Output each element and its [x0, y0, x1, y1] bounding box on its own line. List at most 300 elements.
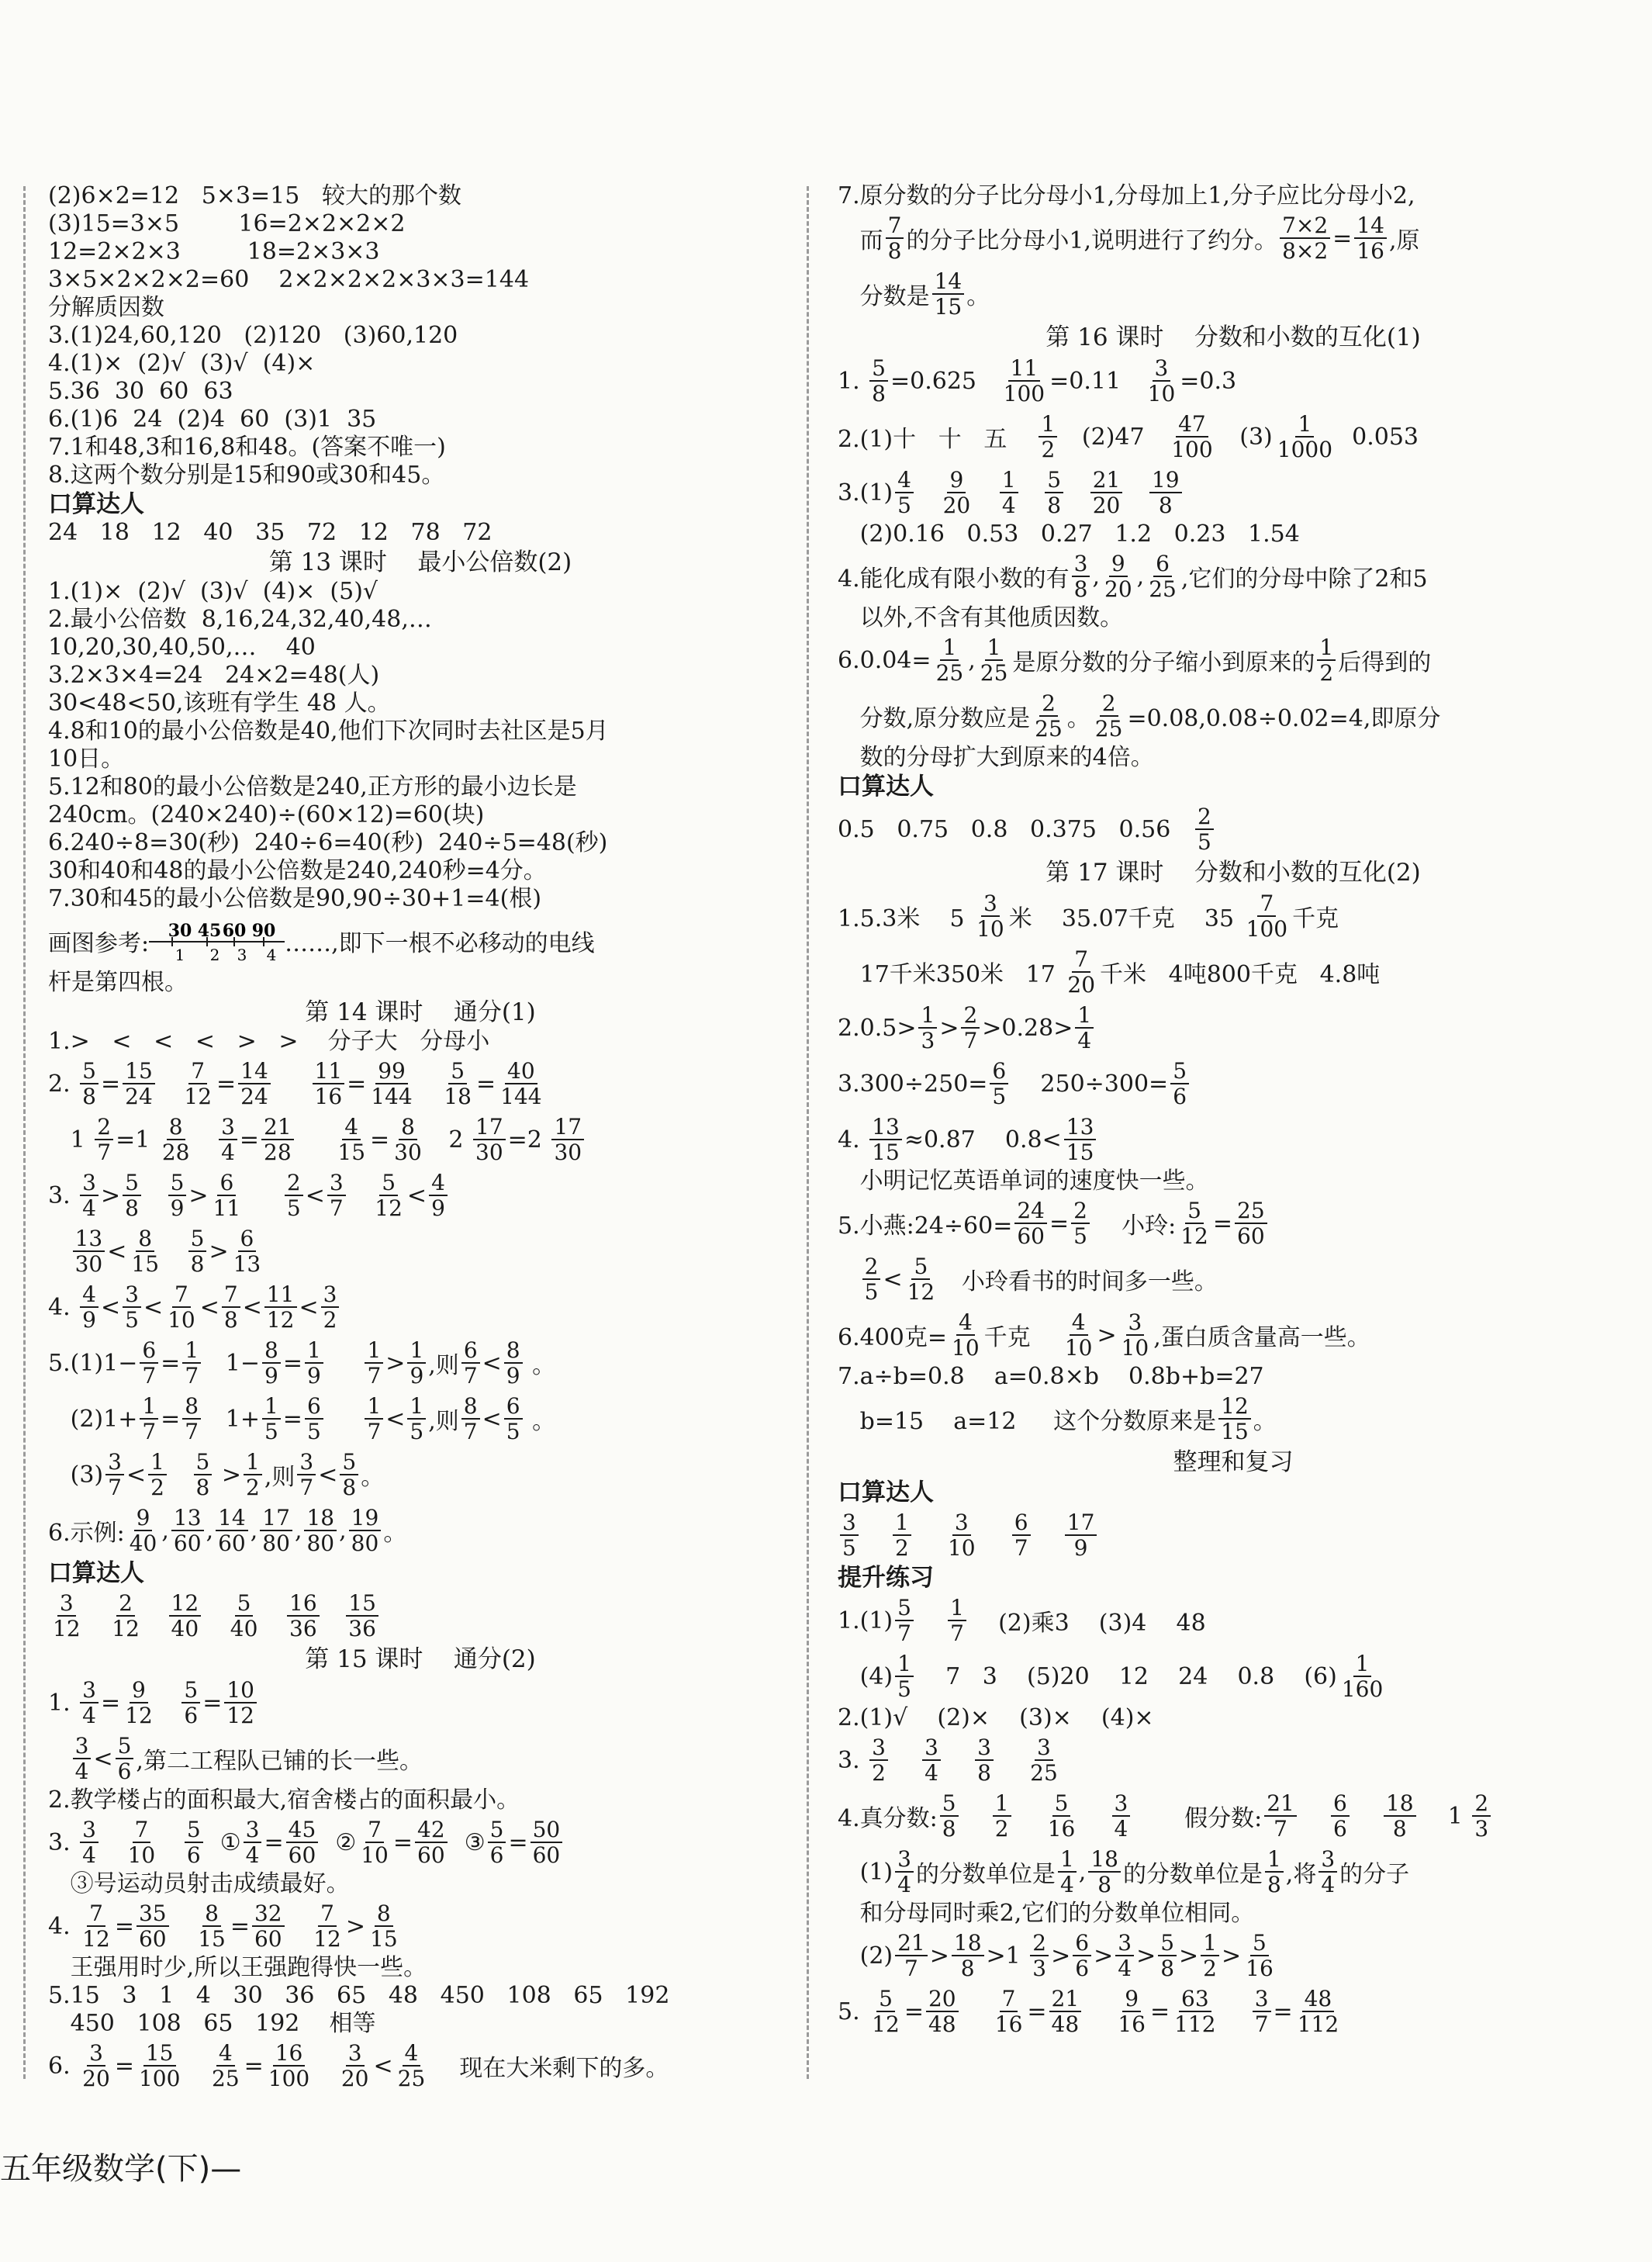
text-segment: (3)	[1217, 423, 1273, 451]
text-segment	[348, 1182, 371, 1209]
text-segment: ,	[250, 1517, 258, 1544]
fraction-numerator: 40	[505, 1059, 537, 1084]
fraction	[1028, 1735, 1060, 1785]
fraction	[948, 1596, 966, 1645]
text-segment: ,蛋白质含量高一些。	[1153, 1324, 1370, 1351]
left-answer-line: 10,20,30,40,50,… 40	[48, 634, 316, 661]
fraction	[231, 1226, 264, 1276]
fraction-numerator: 63	[1179, 1987, 1211, 2012]
fraction	[1072, 552, 1090, 601]
text-segment: <	[373, 2052, 393, 2080]
fraction-denominator: 112	[1297, 2011, 1339, 2037]
fraction-numerator: 3	[1153, 356, 1171, 382]
fraction-numerator: 14	[1354, 213, 1387, 239]
fraction	[1039, 412, 1057, 462]
fraction	[185, 1818, 203, 1867]
section-label: 口算达人	[48, 1559, 144, 1587]
fraction-numerator: 15	[143, 2041, 176, 2067]
fraction	[365, 1394, 383, 1444]
fraction	[1317, 635, 1336, 685]
left-answer-line: 5.12和80的最小公倍数是240,正方形的最小边长是	[48, 773, 577, 801]
text-segment	[975, 479, 997, 507]
fraction-denominator: 60	[1237, 1223, 1265, 1249]
right-math-line	[838, 266, 1629, 322]
fraction-numerator: 6	[238, 1226, 257, 1252]
center-dashed-divider	[807, 186, 809, 2079]
fraction-denominator: 80	[262, 1530, 290, 1556]
text-segment: 1−	[203, 1349, 260, 1377]
text-segment	[326, 1406, 363, 1433]
text-segment: 0.5 0.75 0.8 0.375 0.56	[838, 815, 1193, 843]
fraction-numerator: 10	[224, 1678, 257, 1703]
text-segment	[164, 1238, 186, 1265]
left-answer-line: 6.(1)6 24 (2)4 60 (3)1 35	[48, 406, 377, 433]
pole-distance-label: 30	[168, 921, 192, 941]
text-segment	[296, 1126, 334, 1153]
fraction-numerator: 1	[244, 1450, 262, 1475]
text-segment: =	[114, 2052, 134, 2080]
text-segment: 6.400克=	[838, 1324, 948, 1351]
fraction	[551, 1115, 584, 1164]
text-segment: ,第二工程队已铺的长一些。	[136, 1748, 423, 1775]
fraction	[1063, 1310, 1095, 1360]
fraction-denominator: 10	[952, 1335, 980, 1361]
fraction-denominator: 6	[1173, 1084, 1187, 1109]
fraction-numerator: 5	[1158, 1931, 1177, 1956]
fraction-denominator: 7	[950, 1620, 964, 1646]
fraction-denominator: 10	[168, 1307, 195, 1333]
right-math-line	[838, 1732, 1629, 1788]
fraction-denominator: 24	[240, 1084, 268, 1109]
fraction	[140, 1338, 158, 1388]
fraction-denominator: 8	[1097, 1872, 1112, 1897]
fraction-denominator: 8	[195, 1475, 210, 1500]
right-math-line	[838, 1507, 1629, 1563]
text-segment: =	[508, 1828, 528, 1856]
text-segment	[961, 1803, 990, 1830]
fraction	[80, 1818, 98, 1867]
fraction-numerator: 14	[932, 269, 965, 295]
fraction	[137, 2041, 182, 2091]
fraction-denominator: 4	[1059, 1872, 1074, 1897]
fraction-numerator: 1	[993, 1791, 1011, 1817]
fraction-denominator: 4	[74, 1759, 89, 1784]
fraction-denominator: 10	[127, 1842, 156, 1868]
fraction-denominator: 4	[924, 1760, 938, 1786]
text-segment: 。	[361, 1464, 385, 1491]
fraction	[1075, 1003, 1094, 1053]
fraction	[1071, 1198, 1090, 1248]
fraction	[1169, 412, 1215, 462]
fraction-denominator: 80	[351, 1530, 379, 1556]
left-math-line	[48, 1223, 793, 1279]
fraction	[349, 1506, 382, 1555]
left-answer-line: 10日。	[48, 745, 125, 773]
fraction-numerator: 5	[116, 1734, 134, 1759]
text-segment: <	[305, 1181, 325, 1209]
fraction-denominator: 100	[1003, 381, 1045, 406]
fraction	[1093, 691, 1125, 741]
fraction	[895, 468, 914, 517]
fraction-numerator: 99	[375, 1059, 408, 1084]
fraction	[262, 1338, 281, 1388]
fraction	[1065, 947, 1097, 997]
text-segment: =0.11	[1049, 367, 1143, 395]
fraction-numerator: 1	[918, 1003, 937, 1029]
fraction-denominator: 20	[340, 2066, 369, 2091]
fraction	[365, 1338, 383, 1388]
text-segment: 2.(1)十 十 五	[838, 426, 1037, 453]
fraction-denominator: 20	[1104, 576, 1132, 602]
fraction-numerator: 15	[123, 1059, 155, 1084]
left-answer-line: 7.1和48,3和16,8和48。(答案不唯一)	[48, 434, 446, 461]
fraction	[260, 1506, 292, 1555]
text-segment: >	[385, 1349, 406, 1377]
text-segment: <	[299, 1293, 319, 1321]
fraction	[869, 356, 888, 406]
right-math-line	[838, 688, 1629, 744]
fraction-denominator: 15	[370, 1926, 398, 1952]
fraction-denominator: 16	[1357, 238, 1384, 264]
text-segment	[1299, 1803, 1329, 1830]
text-segment: =	[347, 1070, 367, 1098]
fraction-denominator: 15	[337, 1140, 366, 1165]
text-segment: >	[1051, 1942, 1071, 1970]
text-segment: 假分数:	[1132, 1805, 1263, 1832]
text-segment: >	[1097, 1321, 1117, 1349]
fraction	[1001, 356, 1047, 406]
left-math-line	[48, 2038, 793, 2094]
fraction-denominator: 4	[82, 1195, 96, 1221]
right-math-line	[838, 1648, 1629, 1704]
fraction	[407, 1394, 426, 1444]
text-segment: >1	[986, 1942, 1028, 1970]
fraction-numerator: 32	[252, 1901, 285, 1927]
fraction	[238, 1059, 271, 1109]
fraction-denominator: 60	[173, 1530, 202, 1556]
left-answer-line: 3×5×2×2×2=60 2×2×2×2×3×3=144	[48, 266, 530, 293]
fraction	[407, 1338, 426, 1388]
fraction	[264, 1282, 297, 1332]
fraction	[105, 1450, 124, 1499]
fraction-denominator: 8	[1158, 493, 1173, 518]
right-math-line	[838, 465, 1629, 521]
fraction-numerator: 8	[136, 1226, 154, 1252]
fraction-denominator: 10	[976, 916, 1004, 942]
text-segment: >	[214, 1461, 242, 1489]
left-answer-line: (2)6×2=12 5×3=15 较大的那个数	[48, 182, 461, 209]
right-math-line	[838, 1112, 1629, 1167]
fraction-denominator: 7	[299, 1475, 314, 1500]
text-segment	[314, 2053, 337, 2080]
fraction-numerator: 5	[1170, 1059, 1189, 1084]
section-label: 口算达人	[838, 1479, 934, 1506]
fraction-numerator: 15	[346, 1591, 378, 1617]
fraction-denominator: 12	[313, 1926, 341, 1952]
text-segment: >	[188, 1181, 209, 1209]
fraction-denominator: 15	[131, 1251, 160, 1277]
text-segment	[185, 2053, 207, 2080]
fraction	[80, 1901, 112, 1951]
left-math-line	[48, 1056, 793, 1112]
fraction-numerator: 2	[1039, 691, 1058, 717]
fraction	[1218, 1394, 1251, 1444]
right-math-line	[838, 1593, 1629, 1648]
fraction-denominator: 12	[53, 1616, 81, 1641]
fraction	[211, 1171, 244, 1220]
fraction-denominator: 12	[1180, 1223, 1208, 1249]
fraction	[181, 1678, 200, 1728]
fraction-denominator: 16	[1246, 1956, 1274, 1981]
fraction-denominator: 48	[928, 2011, 956, 2037]
fraction	[1102, 552, 1135, 601]
fraction-numerator: 2	[862, 1254, 881, 1280]
left-answer-line: 450 108 65 192 相等	[48, 2010, 376, 2037]
fraction-numerator: 2	[116, 1591, 135, 1617]
text-segment: (3)	[48, 1461, 104, 1489]
fraction-numerator: 11	[313, 1059, 345, 1084]
text-segment: 。	[1066, 705, 1090, 732]
text-segment: b=15 a=12 这个分数原来是	[838, 1408, 1217, 1435]
fraction-numerator: 3	[981, 891, 1000, 917]
left-answer-line: 8.这两个数分别是15和90或30和45。	[48, 462, 445, 489]
fraction	[346, 1591, 378, 1641]
fraction	[285, 1171, 303, 1220]
fraction-numerator: 19	[349, 1506, 382, 1531]
fraction-denominator: 16	[314, 1084, 343, 1109]
fraction-numerator: 3	[327, 1171, 346, 1196]
fraction-numerator: 7	[1072, 947, 1090, 973]
left-math-line	[48, 1112, 793, 1167]
fraction-numerator: 1	[365, 1338, 383, 1364]
left-answer-line: 240cm。(240×240)÷(60×12)=60(块)	[48, 801, 485, 828]
fraction	[123, 1678, 155, 1728]
fraction	[171, 1506, 204, 1555]
fraction	[80, 1059, 98, 1109]
fraction-denominator: 13	[233, 1251, 261, 1277]
fraction	[224, 1678, 257, 1728]
text-segment: =1	[116, 1126, 157, 1153]
text-segment: 2.	[48, 1070, 78, 1098]
fraction-denominator: 7	[185, 1363, 199, 1389]
fraction	[1012, 1510, 1031, 1560]
text-segment: <	[101, 1293, 121, 1321]
fraction	[266, 2041, 312, 2091]
fraction-denominator: 30	[475, 1140, 503, 1165]
text-segment: =	[370, 1126, 390, 1153]
fraction-numerator: 1	[148, 1450, 167, 1475]
fraction	[862, 1254, 881, 1304]
fraction-numerator: 2	[961, 1003, 980, 1029]
text-segment: 。	[966, 283, 990, 310]
text-segment: ②	[320, 1828, 357, 1856]
fraction-numerator: 7	[365, 1818, 384, 1843]
fraction	[461, 1394, 480, 1444]
text-segment: =	[282, 1405, 302, 1433]
fraction-numerator: 8	[504, 1338, 523, 1364]
left-answer-line: 7.30和45的最小公倍数是90,90÷30+1=4(根)	[48, 885, 542, 912]
fraction-denominator: 4	[1321, 1872, 1336, 1897]
left-answer-line: 5.15 3 1 4 30 36 65 48 450 108 65 192	[48, 1982, 670, 2009]
fraction	[252, 1901, 285, 1951]
fraction-numerator: 4	[80, 1282, 98, 1308]
text-segment: 后得到的	[1338, 649, 1432, 676]
text-segment: =0.625	[890, 367, 999, 395]
text-segment: (2)1+	[48, 1405, 138, 1433]
fraction-denominator: 2	[323, 1307, 337, 1333]
fraction	[1112, 1791, 1131, 1841]
fraction-denominator: 100	[138, 2066, 181, 2091]
fraction	[1045, 468, 1063, 517]
fraction-denominator: 8	[872, 381, 886, 406]
fraction-numerator: 3	[321, 1282, 340, 1308]
right-math-line	[838, 801, 1629, 857]
fraction-denominator: 15	[934, 294, 963, 320]
fraction-denominator: 12	[907, 1279, 935, 1305]
fraction	[181, 1059, 214, 1109]
fraction	[188, 1226, 207, 1276]
fraction-denominator: 100	[268, 2066, 310, 2091]
text-segment: 千克	[1292, 905, 1339, 932]
text-segment: 1	[48, 1126, 93, 1153]
left-answer-line: (3)15=3×5 16=2×2×2×2	[48, 210, 406, 237]
fraction-denominator: 36	[289, 1616, 317, 1641]
fraction	[1275, 412, 1335, 462]
fraction-denominator: 12	[266, 1307, 295, 1333]
fraction-denominator: 7	[367, 1419, 382, 1444]
fraction-denominator: 28	[161, 1140, 190, 1165]
right-answer-line: 2.(1)√ (2)× (3)× (4)×	[838, 1704, 1154, 1731]
fraction-denominator: 2	[1041, 437, 1056, 462]
fraction	[1339, 1652, 1385, 1701]
text-segment: 分数,原分数应是	[838, 705, 1031, 732]
text-segment: 3.	[48, 1828, 78, 1856]
fraction	[182, 1338, 201, 1388]
fraction	[1253, 1987, 1271, 2036]
fraction-numerator: 9	[1122, 1987, 1141, 2012]
text-segment: ,	[968, 646, 976, 674]
fraction-numerator: 3	[80, 1678, 98, 1703]
fraction-numerator: 2	[285, 1171, 303, 1196]
text-segment	[157, 1070, 180, 1098]
fraction-denominator: 7	[142, 1419, 157, 1444]
text-segment	[273, 1070, 310, 1098]
fraction-numerator: 3	[87, 2041, 105, 2067]
fraction-numerator: 1	[1265, 1847, 1284, 1873]
fraction-numerator: 8	[202, 1901, 221, 1927]
fraction-numerator: 7	[188, 1059, 207, 1084]
text-segment: 米 35.07千克 35	[1008, 905, 1242, 932]
fraction-denominator: 4	[82, 1842, 96, 1868]
text-segment: <	[482, 1349, 502, 1377]
text-segment: 1.(1)	[838, 1607, 893, 1634]
fraction	[1045, 1791, 1078, 1841]
fraction-denominator: 1000	[1277, 437, 1333, 462]
fraction-denominator: 9	[306, 1363, 321, 1389]
fraction-denominator: 8	[1160, 1956, 1175, 1981]
fraction-numerator: 3	[57, 1591, 76, 1617]
fraction-numerator: 5	[235, 1591, 254, 1617]
fraction-denominator: 8	[342, 1475, 357, 1500]
text-segment: =	[475, 1070, 496, 1098]
fraction-denominator: 6	[117, 1759, 132, 1784]
fraction-numerator: 4	[216, 2041, 235, 2067]
fraction-numerator: 3	[1253, 1987, 1271, 2012]
fraction-denominator: 8	[223, 1307, 238, 1333]
fraction-denominator: 15	[1066, 1140, 1094, 1165]
fraction-denominator: 25	[1094, 716, 1123, 742]
fraction-numerator: 21	[1049, 1987, 1082, 2012]
fraction	[932, 269, 965, 319]
text-segment: ,则	[428, 1408, 459, 1435]
text-segment: 1.	[48, 1689, 78, 1717]
fraction	[952, 1931, 984, 1980]
text-segment: ,	[1136, 562, 1145, 590]
section-label: 提升练习	[838, 1564, 934, 1592]
text-segment: ,将	[1285, 1861, 1317, 1888]
fraction-denominator: 15	[872, 1140, 900, 1165]
fraction-denominator: 5	[506, 1419, 520, 1444]
fraction	[1158, 1931, 1177, 1980]
fraction-denominator: 10	[1147, 381, 1176, 406]
fraction-denominator: 5	[1073, 1223, 1087, 1249]
text-segment: 的分数单位是	[915, 1861, 1056, 1888]
fraction-numerator: 6	[305, 1394, 323, 1420]
fraction	[895, 1596, 914, 1645]
text-segment: ,它们的分母中除了2和5	[1180, 566, 1428, 593]
fraction	[1265, 1847, 1284, 1897]
fraction	[182, 1394, 201, 1444]
fraction-denominator: 10	[1121, 1335, 1149, 1361]
fraction-denominator: 25	[397, 2066, 426, 2091]
fraction	[123, 1059, 155, 1109]
fraction	[321, 1282, 340, 1332]
fraction	[80, 1282, 98, 1332]
fraction-numerator: 14	[238, 1059, 271, 1084]
fraction	[372, 1171, 405, 1220]
fraction-numerator: 47	[1176, 412, 1208, 438]
left-math-line	[48, 1447, 793, 1503]
text-segment: =	[1332, 224, 1353, 252]
lesson-heading: 第 13 课时 最小公倍数(2)	[268, 548, 572, 576]
fraction-denominator: 36	[348, 1616, 376, 1641]
fraction	[429, 1171, 448, 1220]
text-segment: 的分数单位是	[1122, 1861, 1263, 1888]
right-math-line	[838, 944, 1629, 1000]
right-column	[838, 182, 1629, 2039]
fraction-denominator: 2	[1203, 1956, 1217, 1981]
fraction-numerator: 9	[1109, 552, 1128, 577]
fraction-numerator: 21	[895, 1931, 928, 1956]
fraction	[1172, 1987, 1218, 2036]
fraction-denominator: 3	[921, 1028, 935, 1053]
fraction-numerator: 2	[1030, 1931, 1049, 1956]
text-segment: =	[1027, 1997, 1047, 2025]
pole-diagram	[149, 918, 285, 964]
text-segment: >	[929, 1942, 949, 1970]
text-segment: 7 3 (5)20 12 24 0.8 (6)	[915, 1662, 1337, 1690]
fraction-numerator: 3	[895, 1847, 914, 1873]
text-segment	[1033, 1522, 1063, 1549]
fraction	[1280, 213, 1330, 263]
fraction	[222, 1282, 240, 1332]
fraction	[869, 1735, 888, 1785]
fraction-numerator: 7	[87, 1901, 105, 1927]
fraction	[1149, 468, 1182, 517]
text-segment: =	[1049, 1209, 1070, 1237]
text-segment: =	[161, 1349, 181, 1377]
fraction-denominator: 60	[288, 1842, 316, 1868]
